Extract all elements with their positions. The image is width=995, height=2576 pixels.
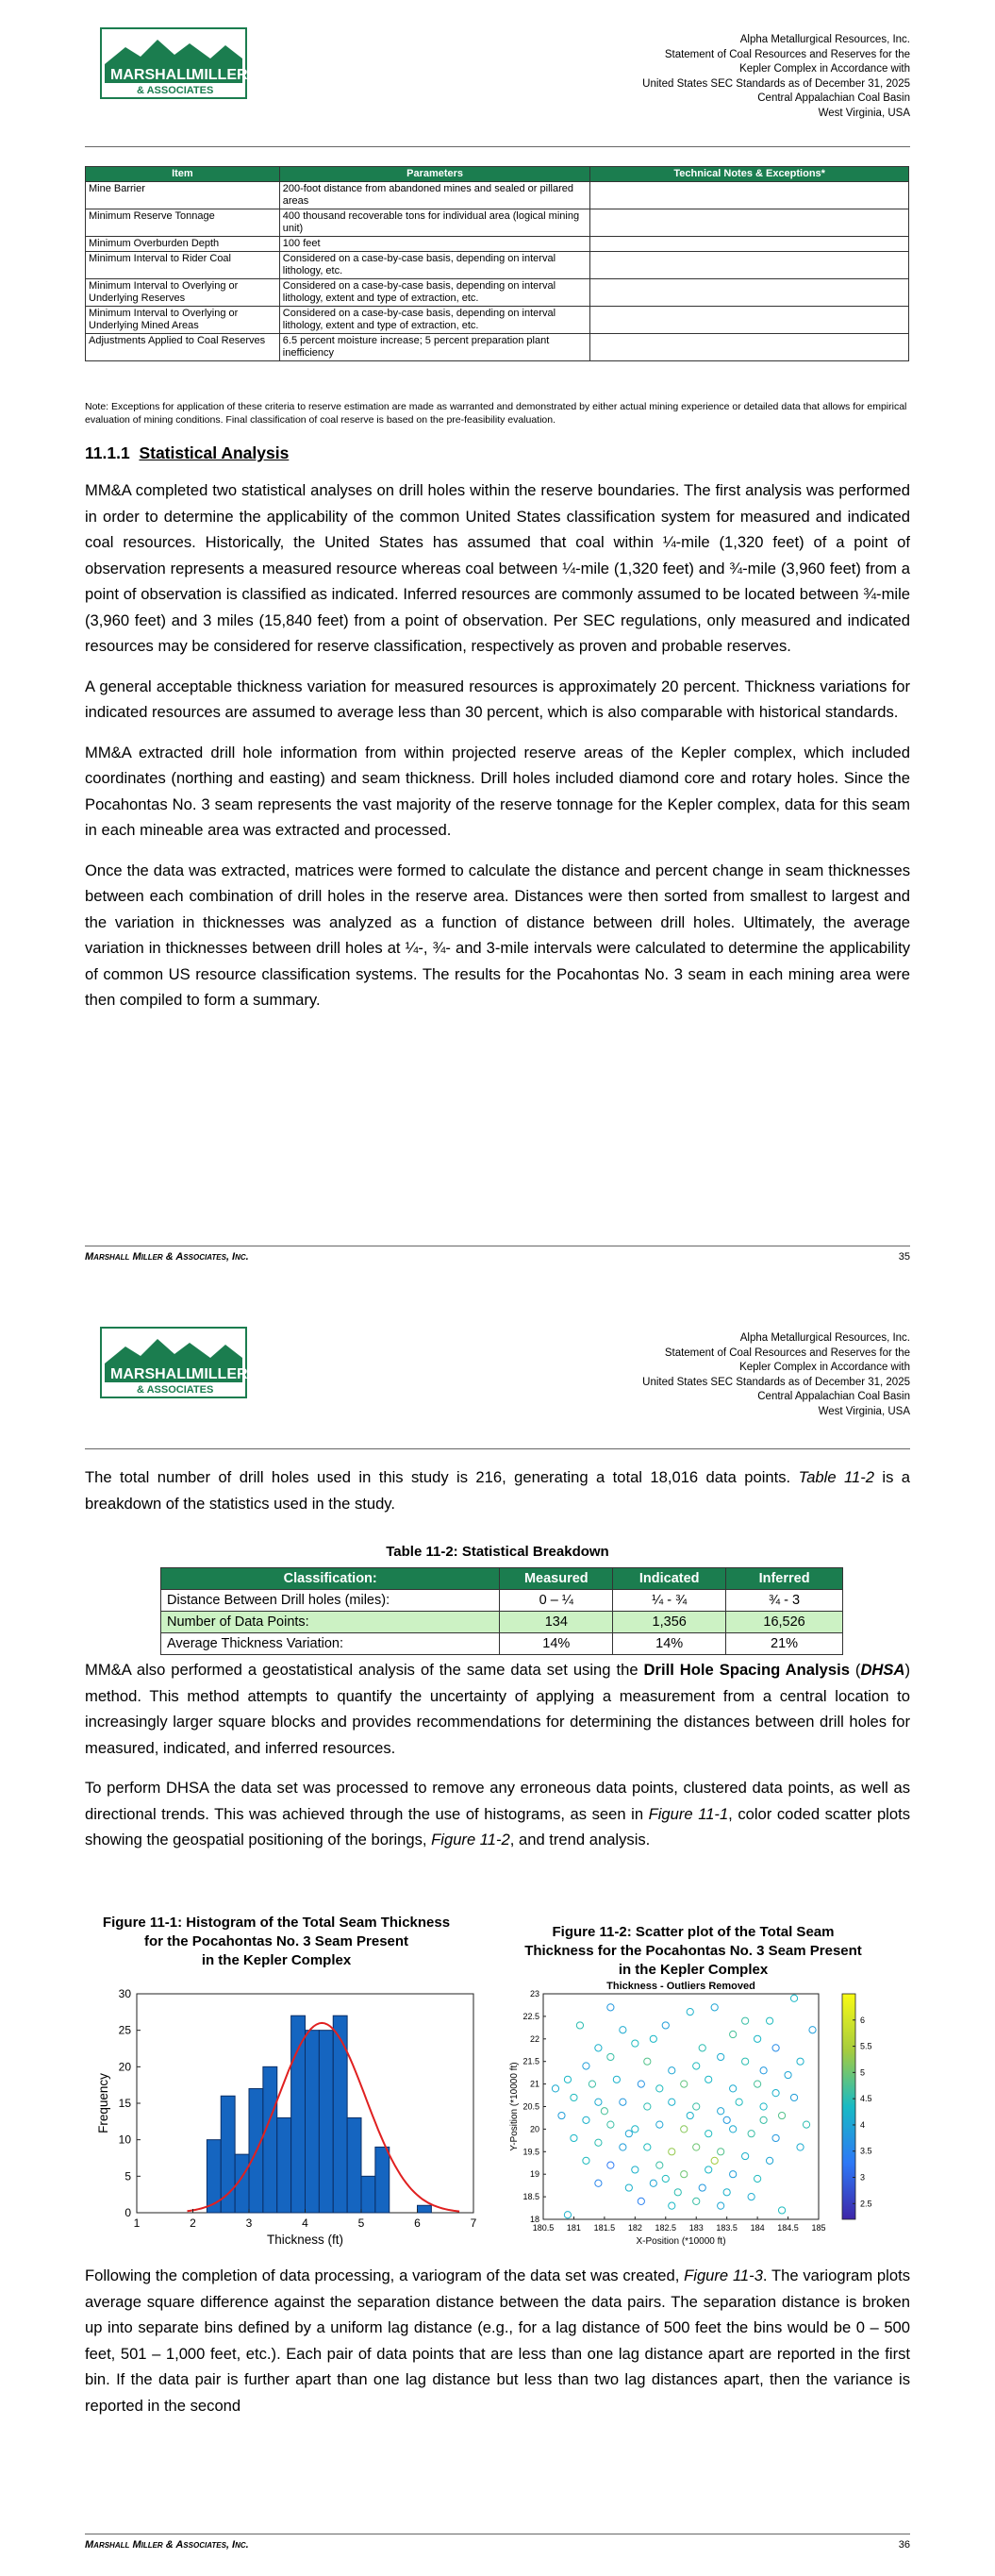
table-cell: Adjustments Applied to Coal Reserves bbox=[86, 334, 280, 361]
table-cell: Minimum Interval to Rider Coal bbox=[86, 252, 280, 279]
x-tick-label: 181 bbox=[566, 2223, 581, 2233]
text: MM&A also performed a geostatistical analysis of the same data set using the bbox=[85, 1661, 644, 1679]
page-footer bbox=[85, 1251, 910, 1263]
header-line: Alpha Metallurgical Resources, Inc. bbox=[739, 1332, 910, 1344]
header-line: Central Appalachian Coal Basin bbox=[757, 1391, 910, 1402]
histogram-chart bbox=[94, 1977, 490, 2250]
mma-logo-icon bbox=[99, 1326, 248, 1399]
header-line: Alpha Metallurgical Resources, Inc. bbox=[739, 34, 910, 45]
page-footer bbox=[85, 2539, 910, 2551]
caption-line: in the Kepler Complex bbox=[201, 1952, 352, 1968]
table-cell: 100 feet bbox=[279, 237, 590, 252]
table-cell: Minimum Reserve Tonnage bbox=[86, 209, 280, 237]
colorbar-tick-label: 4.5 bbox=[860, 2094, 872, 2104]
figure-11-2-caption bbox=[523, 1923, 863, 1980]
table-cell: 200-foot distance from abandoned mines and sealed or pillared areas bbox=[279, 182, 590, 209]
histogram-bar bbox=[361, 2176, 375, 2213]
paragraph: MM&A extracted drill hole information from within projected reserve areas of the Kepler complex, which included coordinates (northing and easting) and seam thickness. Drill holes included diamond core and rotary holes. Since the Pocahontas No. 3 seam represents the vast majority of the reserve tonnage for the Kepler complex, data for this seam in each mineable area was extracted and processed. bbox=[85, 743, 910, 839]
colorbar-tick-label: 3.5 bbox=[860, 2146, 872, 2156]
table-cell bbox=[590, 237, 909, 252]
table-cell: Minimum Interval to Overlying or Underlying Reserves bbox=[86, 279, 280, 307]
table-row bbox=[161, 1633, 843, 1655]
table-cell: 0 – ¼ bbox=[500, 1590, 613, 1612]
y-tick-label: 10 bbox=[118, 2133, 131, 2147]
section-title: Statistical Analysis bbox=[139, 443, 290, 462]
y-tick-label: 22.5 bbox=[522, 2011, 539, 2021]
y-tick-label: 21 bbox=[529, 2079, 539, 2089]
intro-text-end: is a breakdown of the statistics used in the study. bbox=[85, 1468, 911, 1513]
section-heading bbox=[85, 443, 289, 463]
x-tick-label: 3 bbox=[245, 2216, 253, 2230]
scatter-chart bbox=[507, 1980, 885, 2253]
colorbar-tick-label: 5.5 bbox=[860, 2041, 872, 2051]
header-line: West Virginia, USA bbox=[818, 107, 910, 119]
y-tick-label: 20.5 bbox=[522, 2101, 539, 2112]
section-number: 11.1.1 bbox=[85, 443, 130, 462]
x-tick-label: 181.5 bbox=[593, 2223, 616, 2233]
header-line: United States SEC Standards as of December 31, 2025 bbox=[642, 77, 910, 90]
table-cell: 134 bbox=[500, 1612, 613, 1633]
page-number: 36 bbox=[898, 2539, 910, 2551]
table-row bbox=[86, 279, 909, 307]
page-header bbox=[642, 1331, 910, 1419]
criteria-header: Parameters bbox=[279, 167, 590, 182]
x-tick-label: 183.5 bbox=[716, 2223, 738, 2233]
x-axis-label: Thickness (ft) bbox=[266, 2233, 344, 2247]
y-tick-label: 25 bbox=[118, 2023, 131, 2037]
plot-frame bbox=[543, 1994, 819, 2219]
x-tick-label: 184.5 bbox=[777, 2223, 799, 2233]
table-cell: Considered on a case-by-case basis, depending on interval lithology, etc. bbox=[279, 252, 590, 279]
table-cell: Considered on a case-by-case basis, depending on interval lithology, extent and type of extraction, etc. bbox=[279, 279, 590, 307]
table-ref: Table 11-2 bbox=[798, 1468, 874, 1486]
y-tick-label: 21.5 bbox=[522, 2056, 539, 2066]
header-line: Statement of Coal Resources and Reserves for the bbox=[664, 1347, 910, 1359]
page2-intro bbox=[85, 1464, 910, 1531]
caption-line: Thickness for the Pocahontas No. 3 Seam Present bbox=[524, 1943, 862, 1959]
table-cell: Distance Between Drill holes (miles): bbox=[161, 1590, 500, 1612]
table-cell: ¾ - 3 bbox=[726, 1590, 843, 1612]
y-tick-label: 20 bbox=[529, 2124, 539, 2134]
caption-line: Figure 11-1: Histogram of the Total Seam Thickness bbox=[102, 1915, 451, 1931]
y-tick-label: 15 bbox=[118, 2097, 131, 2110]
criteria-header: Technical Notes & Exceptions* bbox=[590, 167, 909, 182]
x-tick-label: 7 bbox=[470, 2216, 477, 2230]
table-cell: 14% bbox=[613, 1633, 726, 1655]
y-tick-label: 18 bbox=[529, 2215, 539, 2224]
y-tick-label: 0 bbox=[124, 2206, 131, 2219]
page-number: 35 bbox=[898, 1251, 910, 1263]
mma-logo-icon bbox=[99, 26, 248, 100]
table-row bbox=[86, 182, 909, 209]
caption-line: for the Pocahontas No. 3 Seam Present bbox=[143, 1933, 409, 1949]
logo-text-top: MARSHALL bbox=[110, 1366, 195, 1382]
criteria-table bbox=[85, 166, 909, 361]
y-axis-label: Frequency bbox=[96, 2073, 110, 2133]
y-tick-label: 18.5 bbox=[522, 2192, 539, 2202]
x-tick-label: 183 bbox=[688, 2223, 704, 2233]
y-tick-label: 5 bbox=[124, 2169, 131, 2183]
histogram-bar bbox=[221, 2096, 235, 2213]
header-line: Kepler Complex in Accordance with bbox=[739, 1362, 910, 1373]
table-cell bbox=[590, 252, 909, 279]
header-line: United States SEC Standards as of December 31, 2025 bbox=[642, 1376, 910, 1388]
histogram-bar bbox=[418, 2205, 432, 2213]
table-cell bbox=[590, 182, 909, 209]
histogram-bar bbox=[319, 2031, 333, 2213]
chart-title: Thickness - Outliers Removed bbox=[606, 1981, 755, 1992]
colorbar-tick-label: 5 bbox=[860, 2067, 866, 2078]
footer-firm: Marshall Miller & Associates, Inc. bbox=[85, 2539, 249, 2551]
y-tick-label: 19 bbox=[529, 2169, 539, 2180]
table-cell bbox=[590, 334, 909, 361]
x-tick-label: 185 bbox=[811, 2223, 826, 2233]
table-cell: Average Thickness Variation: bbox=[161, 1633, 500, 1655]
histogram-bar bbox=[347, 2117, 361, 2213]
x-tick-label: 6 bbox=[414, 2216, 421, 2230]
logo-text-top: MARSHALL bbox=[110, 67, 195, 83]
table-row bbox=[86, 307, 909, 334]
table-row bbox=[86, 237, 909, 252]
header-rule bbox=[85, 1448, 910, 1449]
x-tick-label: 182.5 bbox=[655, 2223, 677, 2233]
figure-ref: Figure 11-3 bbox=[684, 2267, 763, 2284]
histogram-bar bbox=[375, 2147, 390, 2213]
figure-ref: Figure 11-2 bbox=[431, 1831, 510, 1848]
criteria-header: Item bbox=[86, 167, 280, 182]
text: To perform DHSA the data set was processed to remove any erroneous data points, clustered data points, as well as directional trends. This was achieved through the use of histograms, as seen in bbox=[85, 1779, 910, 1823]
table-cell: Minimum Overburden Depth bbox=[86, 237, 280, 252]
header-line: Central Appalachian Coal Basin bbox=[757, 92, 910, 104]
text: ( bbox=[849, 1661, 861, 1679]
footer-firm: Marshall Miller & Associates, Inc. bbox=[85, 1251, 249, 1263]
table-row bbox=[86, 334, 909, 361]
table-cell: 16,526 bbox=[726, 1612, 843, 1633]
logo-text-right: MILLER bbox=[191, 67, 248, 83]
stat-header: Classification: bbox=[161, 1568, 500, 1590]
text: Following the completion of data processing, a variogram of the data set was created, bbox=[85, 2267, 685, 2284]
criteria-note: Note: Exceptions for application of these criteria to reserve estimation are made as warranted and demonstrated by either actual mining experience or detailed data that allows for empirical evaluation of mining conditions. Final classification of coal reserve is based on the pre-feasibility evaluation. bbox=[85, 401, 907, 426]
table-cell: 1,356 bbox=[613, 1612, 726, 1633]
table-cell bbox=[590, 279, 909, 307]
page2-body-end bbox=[85, 2263, 910, 2433]
dhsa-abbrev: DHSA bbox=[860, 1661, 905, 1679]
intro-text: The total number of drill holes used in this study is 216, generating a total 18,016 data points. bbox=[85, 1468, 799, 1486]
header-line: Statement of Coal Resources and Reserves for the bbox=[664, 48, 910, 60]
table-cell: Considered on a case-by-case basis, depending on interval lithology, extent and type of extraction, etc. bbox=[279, 307, 590, 334]
x-tick-label: 180.5 bbox=[532, 2223, 555, 2233]
text: , color coded scatter plots showing the geospatial positioning of the borings, bbox=[85, 1804, 910, 1848]
figure-11-1-caption bbox=[102, 1914, 451, 1970]
y-tick-label: 19.5 bbox=[522, 2147, 539, 2157]
paragraph: A general acceptable thickness variation for measured resources is approximately 20 percent. Thickness variations for indicated resources are assumed to average less than 30 percent, which is also comparable with historical standards. bbox=[85, 677, 910, 721]
table-cell bbox=[590, 209, 909, 237]
caption-line: in the Kepler Complex bbox=[618, 1962, 769, 1978]
table-cell: Number of Data Points: bbox=[161, 1612, 500, 1633]
table-row bbox=[161, 1590, 843, 1612]
page1-body bbox=[85, 477, 910, 1028]
header-line: West Virginia, USA bbox=[818, 1405, 910, 1417]
dhsa-term: Drill Hole Spacing Analysis bbox=[643, 1661, 850, 1679]
x-axis-label: X-Position (*10000 ft) bbox=[636, 2236, 726, 2247]
x-tick-label: 5 bbox=[357, 2216, 365, 2230]
logo-text-right: MILLER bbox=[191, 1366, 248, 1382]
statistical-breakdown-table bbox=[160, 1567, 843, 1655]
stat-header: Inferred bbox=[726, 1568, 843, 1590]
colorbar-tick-label: 6 bbox=[860, 2015, 866, 2025]
table-cell: ¼ - ¾ bbox=[613, 1590, 726, 1612]
logo-text-bottom: & ASSOCIATES bbox=[137, 85, 214, 96]
text: ) method. This method attempts to quantify the uncertainty of applying a measurement from a central location to increasingly larger square blocks and provides recommendations for determining the distances between drill holes for measured, indicated, and inferred resources. bbox=[85, 1661, 911, 1757]
table-cell: Mine Barrier bbox=[86, 182, 280, 209]
stat-header: Indicated bbox=[613, 1568, 726, 1590]
stat-header: Measured bbox=[500, 1568, 613, 1590]
y-axis-label: Y-Position (*10000 ft) bbox=[509, 2062, 520, 2151]
figure-ref: Figure 11-1 bbox=[648, 1804, 729, 1823]
y-tick-label: 30 bbox=[118, 1987, 131, 2000]
table-cell: 6.5 percent moisture increase; 5 percent preparation plant inefficiency bbox=[279, 334, 590, 361]
histogram-bar bbox=[277, 2117, 291, 2213]
logo-text-bottom: & ASSOCIATES bbox=[137, 1384, 214, 1396]
x-tick-label: 4 bbox=[302, 2216, 308, 2230]
stat-table-caption: Table 11-2: Statistical Breakdown bbox=[386, 1544, 609, 1560]
histogram-bar bbox=[306, 2031, 320, 2213]
x-tick-label: 2 bbox=[190, 2216, 196, 2230]
table-row bbox=[86, 209, 909, 237]
histogram-bar bbox=[263, 2066, 277, 2213]
page-header bbox=[642, 33, 910, 121]
colorbar-tick-label: 3 bbox=[860, 2172, 866, 2183]
table-row bbox=[161, 1612, 843, 1633]
y-tick-label: 23 bbox=[529, 1989, 539, 1999]
header-rule bbox=[85, 146, 910, 147]
y-tick-label: 20 bbox=[118, 2060, 131, 2074]
caption-line: Figure 11-2: Scatter plot of the Total Seam bbox=[552, 1924, 835, 1940]
table-cell: 21% bbox=[726, 1633, 843, 1655]
x-tick-label: 184 bbox=[750, 2223, 765, 2233]
histogram-bar bbox=[333, 2016, 347, 2213]
text: . The variogram plots average square difference against the separation distance between the data pairs. The separation distance is broken up into separate bins defined by a uniform lag distance (e.g., for a lag distance of 500 feet the bins would be 0 – 500 feet, 501 – 1,000 feet, etc.). Each pair of data points that are less than one lag distance apart are reported in the first bin. If the data pair is further apart than one lag distance but less than two lag distances apart, then the variance is reported in the second bbox=[85, 2267, 910, 2415]
paragraph: MM&A completed two statistical analyses on drill holes within the reserve boundaries. The first analysis was performed in order to determine the applicability of the common United States classification system for measured and indicated coal resources. Historically, the United States has assumed that coal within ¼-mile (1,320 feet) of a point of observation represents a measured resource whereas coal between ¼-mile (1,320 feet) and ¾-mile (3,960 feet) from a point of observation is classified as indicated. Inferred resources are commonly assumed to be located between ¾-mile (3,960 feet) and 3 miles (15,840 feet) from a point of observation. Per SEC regulations, only measured and indicated resources may be considered for reserve classification, respectively as proven and probable reserves. bbox=[85, 481, 910, 655]
x-tick-label: 182 bbox=[627, 2223, 642, 2233]
histogram-bar bbox=[291, 2016, 306, 2213]
paragraph: Once the data was extracted, matrices were formed to calculate the distance and percent change in seam thicknesses between each combination of drill holes in the reserve area. Distances were then sorted from smallest to largest and the variation in thicknesses was analyzed as a function of distance between drill holes. Ultimately, the average variation in thicknesses between drill holes at ¼-, ¾- and 3-mile intervals were calculated to determine the applicability of common US resource classification systems. The results for the Pocahontas No. 3 seam in each mining area were then compiled to form a summary. bbox=[85, 861, 910, 1009]
x-tick-label: 1 bbox=[133, 2216, 141, 2230]
colorbar bbox=[842, 1994, 855, 2219]
y-tick-label: 22 bbox=[529, 2033, 539, 2044]
table-cell: Minimum Interval to Overlying or Underlying Mined Areas bbox=[86, 307, 280, 334]
table-cell bbox=[590, 307, 909, 334]
table-cell: 14% bbox=[500, 1633, 613, 1655]
table-row bbox=[86, 252, 909, 279]
colorbar-tick-label: 2.5 bbox=[860, 2199, 872, 2209]
colorbar-tick-label: 4 bbox=[860, 2119, 866, 2130]
header-line: Kepler Complex in Accordance with bbox=[739, 63, 910, 75]
table-cell: 400 thousand recoverable tons for individual area (logical mining unit) bbox=[279, 209, 590, 237]
text: , and trend analysis. bbox=[509, 1831, 651, 1848]
page2-body bbox=[85, 1657, 910, 1867]
